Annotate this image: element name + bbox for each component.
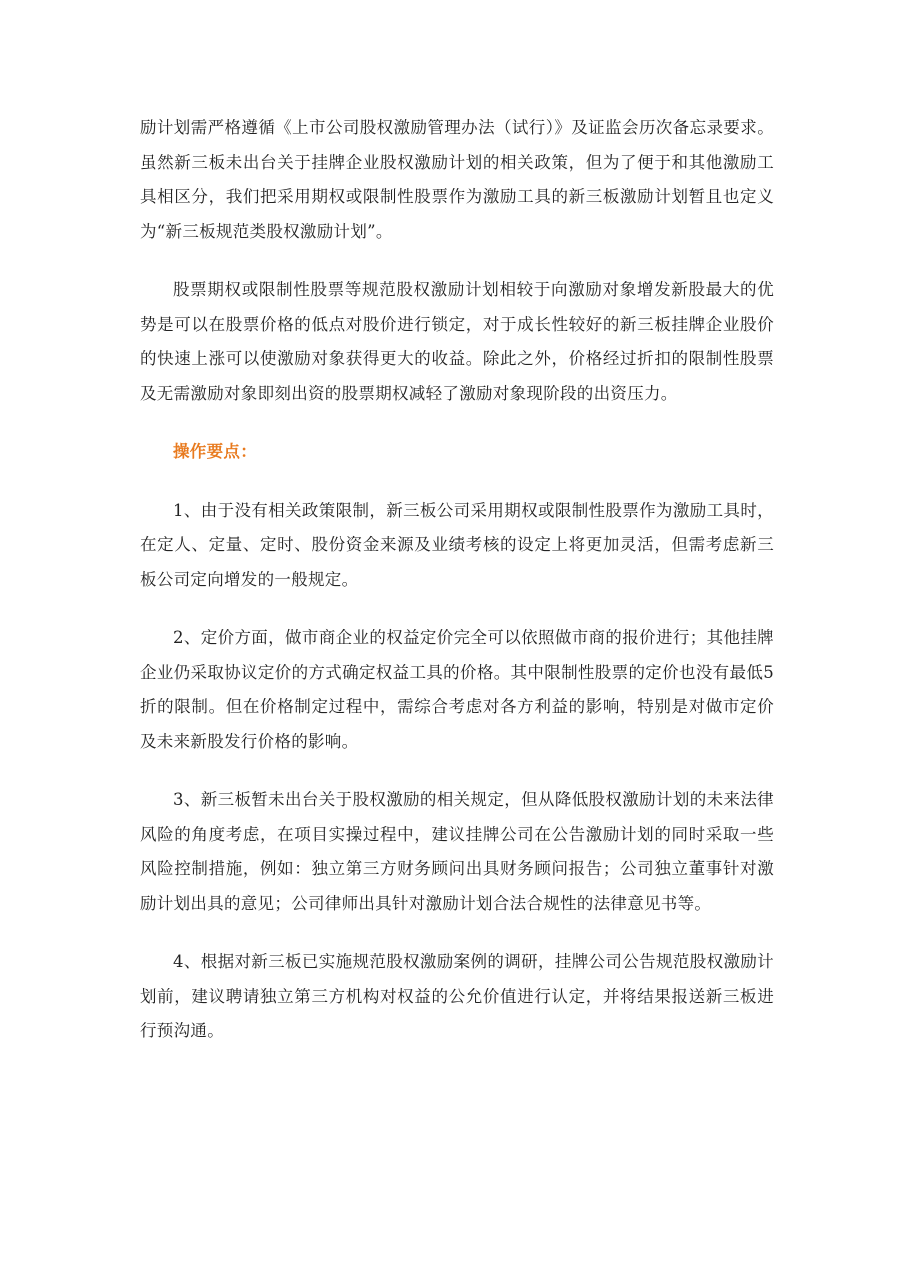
section-heading: 操作要点： [173, 442, 257, 461]
point-item-2: 2、定价方面，做市商企业的权益定价完全可以依照做市商的报价进行；其他挂牌企业仍采取协议定价的方式确定权益工具的价格。其中限制性股票的定价也没有最低5折的限制。但在价格制定过程中，需综合考虑对各方利益的影响，特别是对做市定价及未来新股发行价格的影响。 [140, 628, 774, 751]
paragraph-advantages: 股票期权或限制性股票等规范股权激励计划相较于向激励对象增发新股最大的优势是可以在股票价格的低点对股价进行锁定，对于成长性较好的新三板挂牌企业股价的快速上涨可以使激励对象获得更大的收益。除此之外，价格经过折扣的限制性股票及无需激励对象即刻出资的股票期权减轻了激励对象现阶段的出资压力。 [140, 280, 774, 403]
document-body [140, 111, 774, 1073]
point-item-1: 1、由于没有相关政策限制，新三板公司采用期权或限制性股票作为激励工具时，在定人、定量、定时、股份资金来源及业绩考核的设定上将更加灵活，但需考虑新三板公司定向增发的一般规定。 [140, 500, 774, 589]
point-item-3: 3、新三板暂未出台关于股权激励的相关规定，但从降低股权激励计划的未来法律风险的角度考虑，在项目实操过程中，建议挂牌公司在公告激励计划的同时采取一些风险控制措施，例如：独立第三方财务顾问出具财务顾问报告；公司独立董事针对激励计划出具的意见；公司律师出具针对激励计划合法合规性的法律意见书等。 [140, 790, 774, 913]
point-item-4: 4、根据对新三板已实施规范股权激励案例的调研，挂牌公司公告规范股权激励计划前，建议聘请独立第三方机构对权益的公允价值进行认定，并将结果报送新三板进行预沟通。 [140, 952, 774, 1040]
paragraph-continued: 励计划需严格遵循《上市公司股权激励管理办法（试行）》及证监会历次备忘录要求。虽然新三板未出台关于挂牌企业股权激励计划的相关政策，但为了便于和其他激励工具相区分，我们把采用期权或限制性股票作为激励工具的新三板激励计划暂且也定义为“新三板规范类股权激励计划”。 [140, 118, 774, 241]
